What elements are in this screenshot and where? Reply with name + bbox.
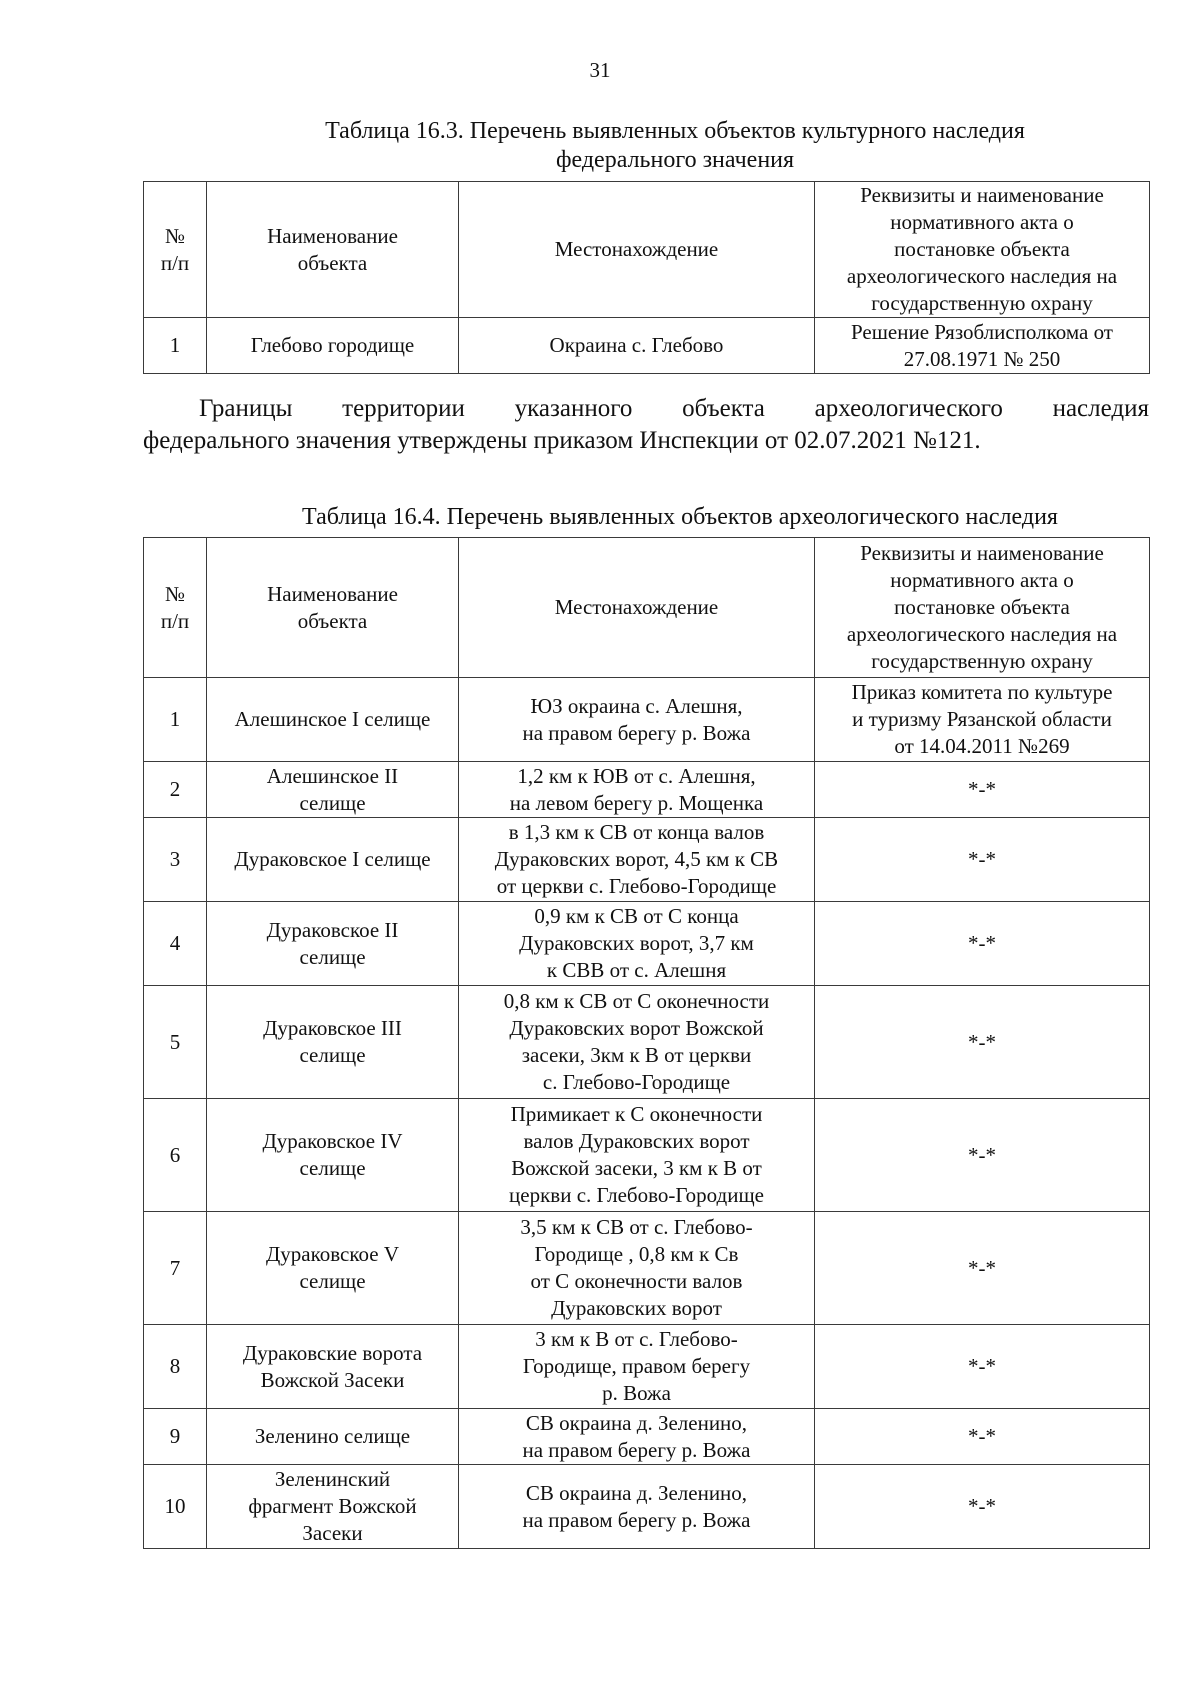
cell-name-line: Засеки xyxy=(302,1521,363,1545)
table1-caption-line1: Таблица 16.3. Перечень выявленных объектов культурного наследия xyxy=(325,118,1025,144)
table-row xyxy=(144,986,1150,1099)
cell-location-line: засеки, 3км к В от церкви xyxy=(521,1043,752,1067)
cell-location-line: Примикает к С оконечности xyxy=(510,1102,763,1126)
cell-name-line: селище xyxy=(299,1043,366,1067)
cell-num: 6 xyxy=(144,1099,207,1212)
header-act: Реквизиты и наименование нормативного акта о постановке объекта археологического наследия на государственную охрану xyxy=(815,182,1150,318)
cell-act xyxy=(815,678,1150,762)
cell-location-line: к СВВ от с. Алешня xyxy=(546,958,727,982)
cell-act-line: *-* xyxy=(968,1354,996,1378)
cell-num: 9 xyxy=(144,1409,207,1465)
table-row xyxy=(144,762,1150,818)
cell-name-line: Зеленинский xyxy=(274,1467,391,1491)
cell-num: 1 xyxy=(144,318,207,374)
paragraph-line2: федерального значения утверждены приказом Инспекции от 02.07.2021 №121. xyxy=(143,427,981,454)
cell-name-line: Дураковское III xyxy=(263,1016,402,1040)
cell-act xyxy=(815,902,1150,986)
cell-act-line: *-* xyxy=(968,1424,996,1448)
table1-caption xyxy=(230,117,1120,175)
table-row xyxy=(144,1409,1150,1465)
cell-name-line: Дураковское V xyxy=(265,1242,400,1266)
cell-location-line: 3 км к В от с. Глебово- xyxy=(535,1327,738,1351)
cell-location xyxy=(459,1212,815,1325)
cell-name-line: Вожской Засеки xyxy=(260,1367,405,1392)
cell-act xyxy=(815,986,1150,1099)
cell-num: 5 xyxy=(144,986,207,1099)
cell-location-line: СВ окраина д. Зеленино, xyxy=(525,1410,748,1435)
cell-name xyxy=(207,986,459,1099)
cell-location-line: валов Дураковских ворот xyxy=(523,1129,750,1153)
cell-location-line: на левом берегу р. Мощенка xyxy=(509,790,764,815)
cell-act xyxy=(815,1409,1150,1465)
page-number: 31 xyxy=(589,58,611,82)
cell-location xyxy=(459,818,815,902)
cell-name xyxy=(207,762,459,818)
table-row xyxy=(144,1212,1150,1325)
cell-location xyxy=(459,1409,815,1465)
cell-location-line: 3,5 км к СВ от с. Глебово- xyxy=(520,1215,753,1239)
cell-location-line: Вожской засеки, 3 км к В от xyxy=(511,1156,762,1180)
cell-name-line: фрагмент Вожской xyxy=(248,1494,417,1518)
table-row xyxy=(144,318,1150,374)
cell-name-line: Дураковские ворота xyxy=(242,1340,423,1365)
cell-act xyxy=(815,1325,1150,1409)
cell-name-line: Дураковское I селище xyxy=(234,847,431,871)
cell-num: 2 xyxy=(144,762,207,818)
table1-caption-line2: федерального значения xyxy=(555,147,795,173)
cell-name-line: селище xyxy=(299,944,366,969)
cell-location-line: Городище , 0,8 км к Св xyxy=(534,1242,739,1266)
cell-act xyxy=(815,1212,1150,1325)
cell-location xyxy=(459,762,815,818)
table-row xyxy=(144,1325,1150,1409)
cell-location-line: от С оконечности валов xyxy=(530,1269,743,1293)
cell-location-line: в 1,3 км к СВ от конца валов xyxy=(508,820,765,844)
table-header-row xyxy=(144,182,1150,318)
cell-num: 3 xyxy=(144,818,207,902)
cell-act-line: от 14.04.2011 №269 xyxy=(894,734,1070,758)
paragraph-line1: Границы территории указанного объекта археологического наследия xyxy=(199,395,1149,422)
cell-num: 10 xyxy=(144,1465,207,1549)
cell-name-line: Алешинское II xyxy=(266,763,399,788)
cell-act xyxy=(815,818,1150,902)
boundaries-paragraph xyxy=(143,393,1149,457)
cell-location-line: 1,2 км к ЮВ от с. Алешня, xyxy=(517,763,756,788)
table2-caption: Таблица 16.4. Перечень выявленных объектов археологического наследия xyxy=(302,504,1058,530)
cell-name xyxy=(207,1409,459,1465)
cell-location-line: 0,9 км к СВ от С конца xyxy=(534,904,739,928)
table-row xyxy=(144,1465,1150,1549)
table-row xyxy=(144,1099,1150,1212)
cell-name xyxy=(207,1465,459,1549)
cell-num: 4 xyxy=(144,902,207,986)
cell-location-line: р. Вожа xyxy=(602,1381,671,1405)
cell-act: Решение Рязоблисполкома от 27.08.1971 № 250 xyxy=(815,318,1150,374)
cell-location-line: с. Глебово-Городище xyxy=(542,1070,731,1094)
cell-num: 8 xyxy=(144,1325,207,1409)
cell-location-line: на правом берегу р. Вожа xyxy=(522,720,751,745)
cell-location xyxy=(459,986,815,1099)
cell-location-line: церкви с. Глебово-Городище xyxy=(509,1183,764,1207)
cell-location xyxy=(459,1325,815,1409)
cell-act-line: *-* xyxy=(968,1255,996,1280)
cell-num: 7 xyxy=(144,1212,207,1325)
cell-location-line: Дураковских ворот Вожской xyxy=(509,1016,764,1040)
header-location: Местонахождение xyxy=(459,182,815,318)
cell-location-line: на правом берегу р. Вожа xyxy=(522,1507,751,1532)
cell-name-line: селище xyxy=(299,1269,366,1293)
header-num: № п/п xyxy=(144,538,207,678)
cell-location-line: ЮЗ окраина с. Алешня, xyxy=(530,693,743,718)
cell-num: 1 xyxy=(144,678,207,762)
cell-location-line: СВ окраина д. Зеленино, xyxy=(525,1480,748,1505)
header-name: Наименование объекта xyxy=(207,182,459,318)
cell-name xyxy=(207,1099,459,1212)
table-header-row xyxy=(144,538,1150,678)
cell-act-line: и туризму Рязанской области xyxy=(852,707,1112,731)
cell-name: Глебово городище xyxy=(207,318,459,374)
cell-act-line: *-* xyxy=(968,847,996,871)
cell-act-line: Приказ комитета по культуре xyxy=(851,680,1113,704)
cell-name-line: селище xyxy=(299,1156,366,1180)
cell-location: Окраина с. Глебово xyxy=(459,318,815,374)
cell-name xyxy=(207,818,459,902)
header-num: № п/п xyxy=(144,182,207,318)
table-federal-heritage xyxy=(143,181,1150,374)
cell-act-line: *-* xyxy=(968,1494,996,1518)
cell-act xyxy=(815,762,1150,818)
cell-location-line: Дураковских ворот, 3,7 км xyxy=(519,931,754,955)
cell-location-line: на правом берегу р. Вожа xyxy=(522,1437,751,1462)
cell-location xyxy=(459,902,815,986)
cell-location-line: Дураковских ворот, 4,5 км к СВ xyxy=(494,847,779,871)
table-row xyxy=(144,678,1150,762)
cell-location xyxy=(459,1465,815,1549)
header-name: Наименование объекта xyxy=(207,538,459,678)
cell-location xyxy=(459,678,815,762)
header-act: Реквизиты и наименование нормативного акта о постановке объекта археологического наследия на государственную охрану xyxy=(815,538,1150,678)
cell-name xyxy=(207,1325,459,1409)
cell-name xyxy=(207,678,459,762)
cell-name xyxy=(207,902,459,986)
cell-location-line: от церкви с. Глебово-Городище xyxy=(496,874,777,898)
cell-act-line: *-* xyxy=(968,1142,996,1167)
cell-act-line: *-* xyxy=(968,1029,996,1054)
cell-name-line: Алешинское I селище xyxy=(234,707,431,731)
cell-location-line: 0,8 км к СВ от С оконечности xyxy=(503,989,770,1013)
cell-act-line: *-* xyxy=(968,931,996,955)
cell-location-line: Городище, правом берегу xyxy=(522,1354,751,1378)
cell-name-line: селище xyxy=(299,790,366,815)
cell-name-line: Дураковское IV xyxy=(262,1129,403,1153)
header-location: Местонахождение xyxy=(459,538,815,678)
cell-location xyxy=(459,1099,815,1212)
cell-act-line: *-* xyxy=(968,777,996,801)
cell-act xyxy=(815,1099,1150,1212)
cell-name-line: Дураковское II xyxy=(266,917,399,942)
cell-act xyxy=(815,1465,1150,1549)
cell-location-line: Дураковских ворот xyxy=(551,1296,722,1320)
table-row xyxy=(144,902,1150,986)
cell-name-line: Зеленино селище xyxy=(254,1424,411,1448)
cell-name xyxy=(207,1212,459,1325)
table-archaeological-heritage xyxy=(143,537,1150,1549)
table-row xyxy=(144,818,1150,902)
